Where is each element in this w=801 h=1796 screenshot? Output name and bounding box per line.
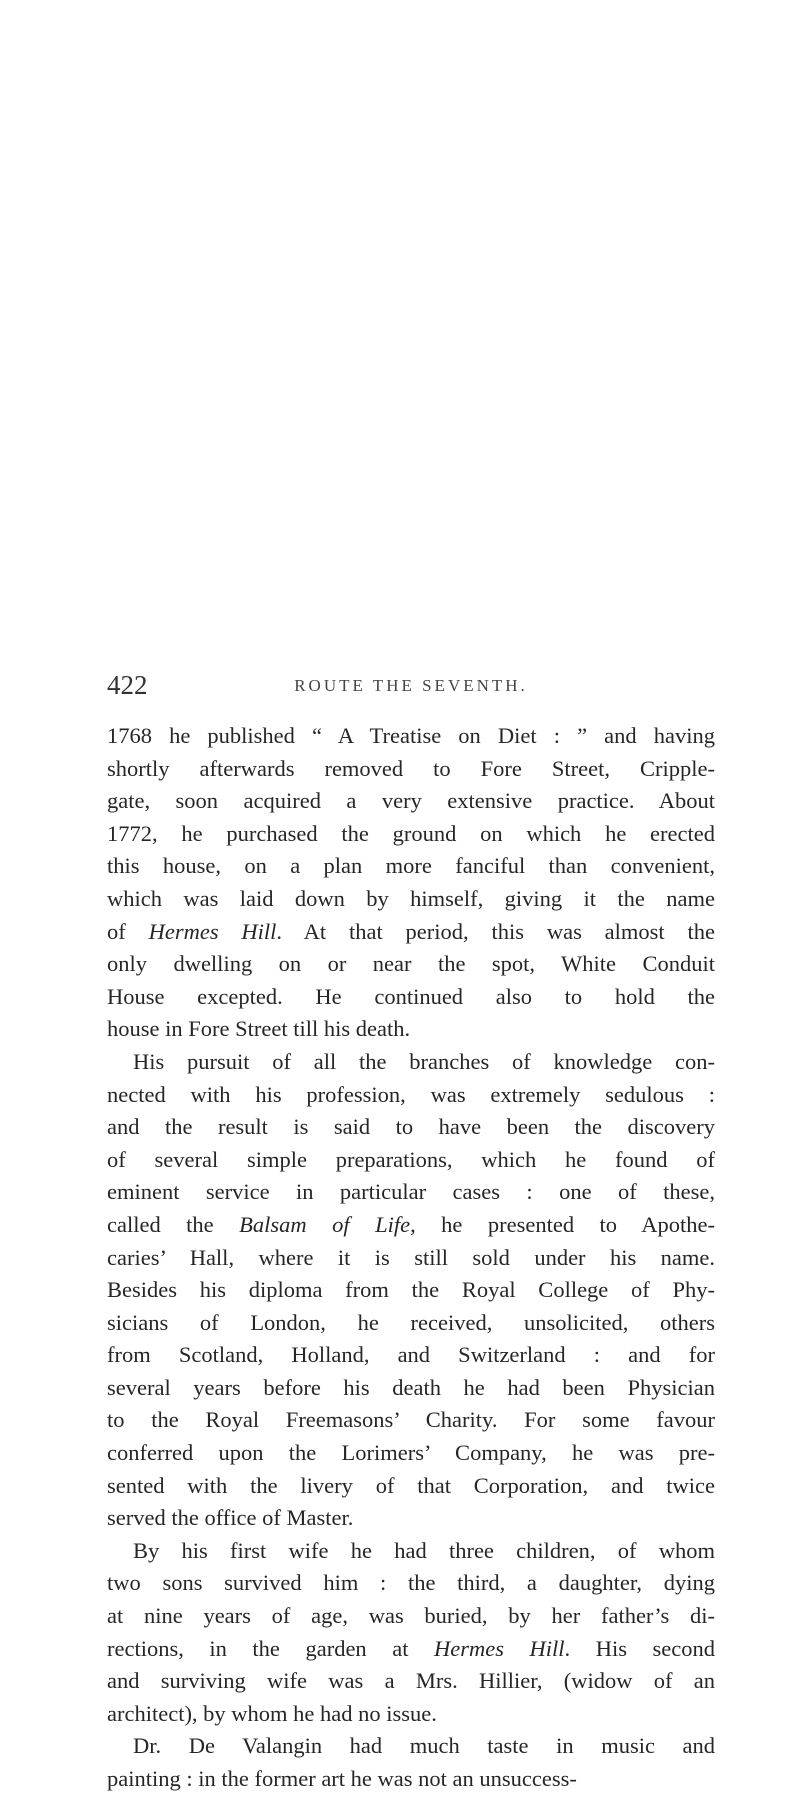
text-line: sicians of London, he received, unsolicited, others <box>107 1309 715 1335</box>
text-line: Dr. De Valangin had much taste in music and <box>133 1733 715 1759</box>
text-line: called the Balsam of Life, he presented to Apothe- <box>107 1211 715 1237</box>
text-line: His pursuit of all the branches of knowledge con- <box>133 1048 715 1074</box>
text-line: served the office of Master. <box>107 1505 354 1531</box>
text-line: and surviving wife was a Mrs. Hillier, (widow of an <box>107 1668 715 1694</box>
text-line: painting : in the former art he was not an unsuccess- <box>107 1766 577 1791</box>
text-line: sented with the livery of that Corporation, and twice <box>107 1472 715 1498</box>
text-line: to the Royal Freemasons’ Charity. For some favour <box>107 1407 715 1433</box>
text-line: eminent service in particular cases : one of these, <box>107 1179 715 1205</box>
text-line: of several simple preparations, which he found of <box>107 1146 715 1172</box>
text-line: shortly afterwards removed to Fore Street, Cripple- <box>107 755 715 781</box>
text-line: house in Fore Street till his death. <box>107 1016 411 1042</box>
text-line: from Scotland, Holland, and Switzerland : and for <box>107 1342 715 1368</box>
text-line: caries’ Hall, where it is still sold under his name. <box>107 1244 715 1270</box>
text-line: several years before his death he had been Physician <box>107 1374 715 1400</box>
text-line: two sons survived him : the third, a daughter, dying <box>107 1570 715 1596</box>
text-line: architect), by whom he had no issue. <box>107 1700 437 1726</box>
text-line: By his first wife he had three children, of whom <box>133 1537 715 1563</box>
text-line: rections, in the garden at Hermes Hill. His second <box>107 1635 715 1661</box>
text-line: 1772, he purchased the ground on which he erected <box>107 820 715 846</box>
page-header <box>107 670 715 704</box>
text-line: at nine years of age, was buried, by her father’s di- <box>107 1603 715 1629</box>
text-line: of Hermes Hill. At that period, this was almost the <box>107 918 715 944</box>
text-line: this house, on a plan more fanciful than convenient, <box>107 853 715 879</box>
body-text <box>107 720 715 1796</box>
text-line: Besides his diploma from the Royal College of Phy- <box>107 1277 715 1303</box>
text-line: which was laid down by himself, giving it the name <box>107 885 715 911</box>
text-line: conferred upon the Lorimers’ Company, he was pre- <box>107 1440 715 1466</box>
text-line: House excepted. He continued also to hold the <box>107 983 715 1009</box>
page-number: 422 <box>107 670 148 700</box>
text-line: nected with his profession, was extremely sedulous : <box>107 1081 715 1107</box>
text-line: only dwelling on or near the spot, White Conduit <box>107 951 715 977</box>
text-line: gate, soon acquired a very extensive practice. About <box>107 788 715 814</box>
text-line: 1768 he published “ A Treatise on Diet : ” and having <box>107 723 715 748</box>
running-head: ROUTE THE SEVENTH. <box>294 676 528 695</box>
text-line: and the result is said to have been the discovery <box>107 1114 715 1140</box>
